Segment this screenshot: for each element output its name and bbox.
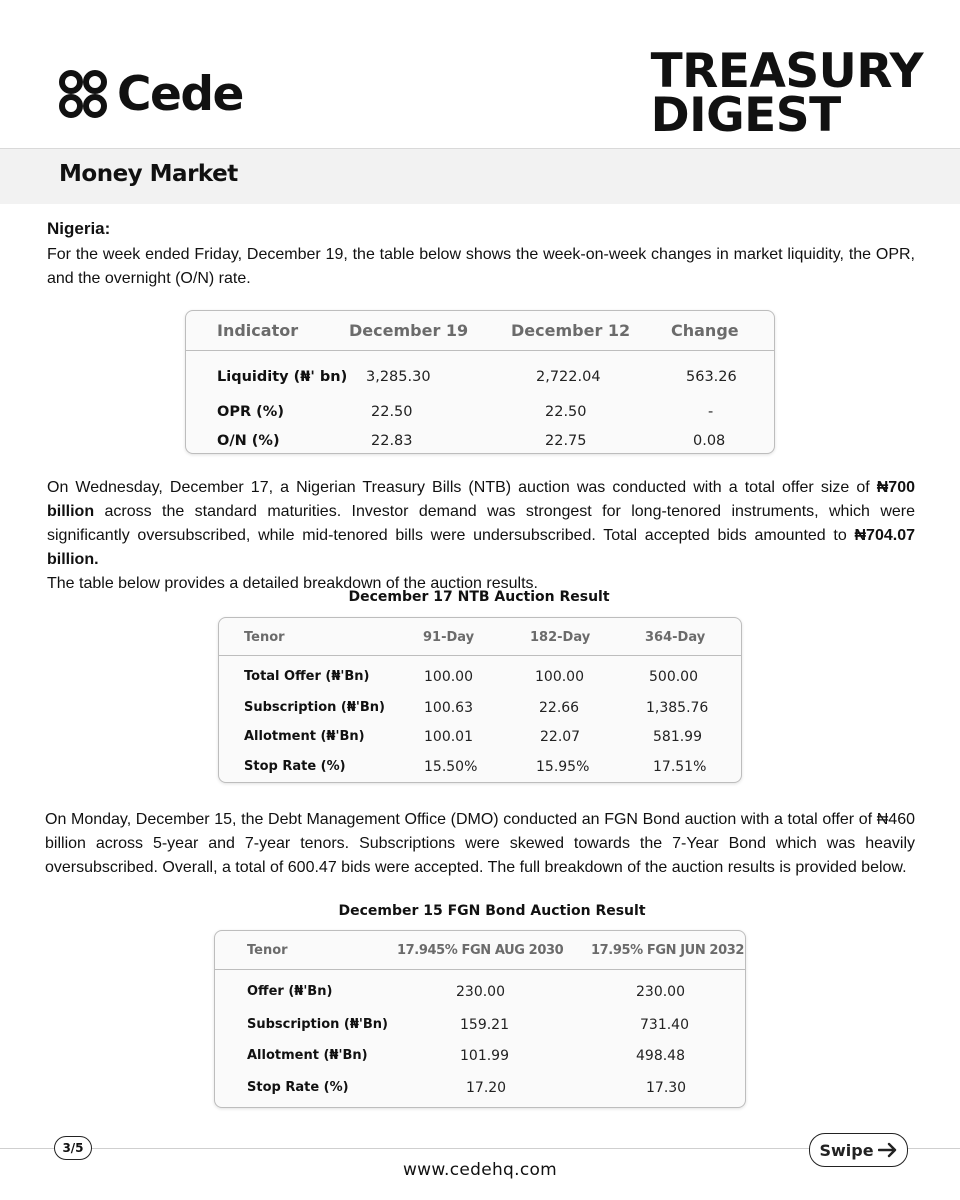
table-cell: 230.00 <box>636 983 685 1000</box>
fgn-auction-table <box>214 930 746 1108</box>
table-cell: 17.51% <box>653 758 707 775</box>
table-row <box>219 751 741 782</box>
table-cell: 100.63 <box>424 699 473 716</box>
table-header: 182-Day <box>529 620 644 655</box>
table-cell: 22.83 <box>371 432 413 449</box>
table-cell: 100.01 <box>424 728 473 745</box>
table-cell: 15.95% <box>536 758 590 775</box>
table-cell-label: Offer (₦'Bn) <box>247 984 333 1000</box>
table-cell: 100.00 <box>424 668 473 685</box>
table-cell: 22.07 <box>540 728 581 745</box>
table-header: 364-Day <box>644 620 741 655</box>
table-header: December 19 <box>349 311 511 351</box>
table-cell-label: Subscription (₦'Bn) <box>244 700 385 715</box>
ntb-paragraph <box>47 476 915 596</box>
digest-title-line2: DIGEST <box>650 88 841 143</box>
table-cell-label: Liquidity (₦' bn) <box>217 368 348 385</box>
table-cell-label: Total Offer (₦'Bn) <box>244 669 370 685</box>
liquidity-table <box>185 310 775 454</box>
table-row <box>186 351 774 397</box>
table-cell: 2,722.04 <box>536 368 601 385</box>
table-cell: 731.40 <box>640 1016 689 1033</box>
table-cell: 3,285.30 <box>366 368 431 385</box>
ntb-table-caption: December 17 NTB Auction Result <box>348 589 610 605</box>
table-header: December 12 <box>511 311 671 351</box>
fgn-paragraph: On Monday, December 15, the Debt Management Office (DMO) conducted an FGN Bond auction with a total offer of ₦460 billion across 5-year and 7-year tenors. Subscriptions were skewed towards the 7-Year Bond which was heavily oversubscribed. Overall, a total of 600.47 bids were accepted. The full breakdown of the auction results is provided below. <box>45 811 915 876</box>
table-cell: 498.48 <box>636 1047 685 1064</box>
table-cell: 230.00 <box>456 983 505 1000</box>
table-cell: 17.20 <box>466 1079 507 1096</box>
section-title: Money Market <box>59 161 238 187</box>
ntb-auction-table <box>218 617 742 783</box>
table-header: Tenor <box>219 620 423 655</box>
fgn-table-caption: December 15 FGN Bond Auction Result <box>338 903 646 919</box>
table-cell-label: Stop Rate (%) <box>247 1080 349 1095</box>
table-header-row <box>219 620 741 655</box>
table-header: 17.95% FGN JUN 2032 <box>590 933 745 969</box>
table-header: 91-Day <box>423 620 529 655</box>
table-cell: 22.75 <box>545 432 587 449</box>
digest-title <box>650 44 923 143</box>
table-cell: 22.66 <box>539 699 580 716</box>
table-cell: 100.00 <box>535 668 584 685</box>
swipe-label: Swipe <box>819 1140 874 1160</box>
region-heading: Nigeria: <box>47 219 111 238</box>
table-cell: 159.21 <box>460 1016 509 1033</box>
table-cell: 22.50 <box>371 403 413 420</box>
arrow-right-icon <box>878 1142 898 1158</box>
intro-paragraph: For the week ended Friday, December 19, the table below shows the week-on-week changes in market liquidity, the OPR, and the overnight (O/N) rate. <box>47 246 915 287</box>
table-row <box>219 655 741 693</box>
table-cell: 22.50 <box>545 403 587 420</box>
table-cell: 101.99 <box>460 1047 509 1064</box>
table-header-row <box>186 311 774 351</box>
table-cell: 15.50% <box>424 758 478 775</box>
ntb-accepted-bids: ₦704.07 billion. <box>47 527 915 568</box>
table-header: Tenor <box>215 933 396 969</box>
cede-logo-icon <box>57 68 109 120</box>
ntb-text-1: On Wednesday, December 17, a Nigerian Treasury Bills (NTB) auction was conducted with a total offer size of <box>47 479 877 496</box>
table-row <box>219 722 741 751</box>
table-cell: 563.26 <box>686 368 737 385</box>
table-row <box>215 1071 745 1104</box>
ntb-text-2: across the standard maturities. Investor demand was strongest for long-tenored instruments, which were significantly oversubscribed, while mid-tenored bills were undersubscribed. Total accepted bids amounted to <box>47 503 915 544</box>
website-link[interactable]: www.cedehq.com <box>402 1160 558 1180</box>
table-cell: 17.30 <box>646 1079 687 1096</box>
table-row <box>215 1009 745 1040</box>
table-cell: 500.00 <box>649 668 698 685</box>
table-cell: 1,385.76 <box>646 699 709 716</box>
table-cell-label: OPR (%) <box>217 403 284 420</box>
digest-title-line1: TREASURY <box>650 44 923 99</box>
table-cell: - <box>708 403 714 420</box>
table-header: 17.945% FGN AUG 2030 <box>396 933 590 969</box>
page-indicator: 3/5 <box>54 1136 92 1160</box>
table-row <box>215 1040 745 1071</box>
table-cell-label: O/N (%) <box>217 432 280 449</box>
ntb-text-3: The table below provides a detailed breakdown of the auction results. <box>47 575 538 592</box>
brand-logo <box>57 68 243 120</box>
brand-name: Cede <box>117 66 243 122</box>
table-row <box>219 693 741 722</box>
table-cell: 581.99 <box>653 728 702 745</box>
table-cell-label: Allotment (₦'Bn) <box>244 729 365 744</box>
ntb-offer-size: ₦700 billion <box>47 479 915 520</box>
table-header: Change <box>671 311 774 351</box>
table-row <box>186 397 774 427</box>
table-cell-label: Stop Rate (%) <box>244 759 346 774</box>
table-row <box>186 427 774 455</box>
table-cell-label: Allotment (₦'Bn) <box>247 1048 368 1063</box>
table-cell-label: Subscription (₦'Bn) <box>247 1017 388 1032</box>
table-header: Indicator <box>186 311 349 351</box>
table-cell: 0.08 <box>693 432 726 449</box>
table-row <box>215 969 745 1009</box>
table-header-row <box>215 933 745 969</box>
